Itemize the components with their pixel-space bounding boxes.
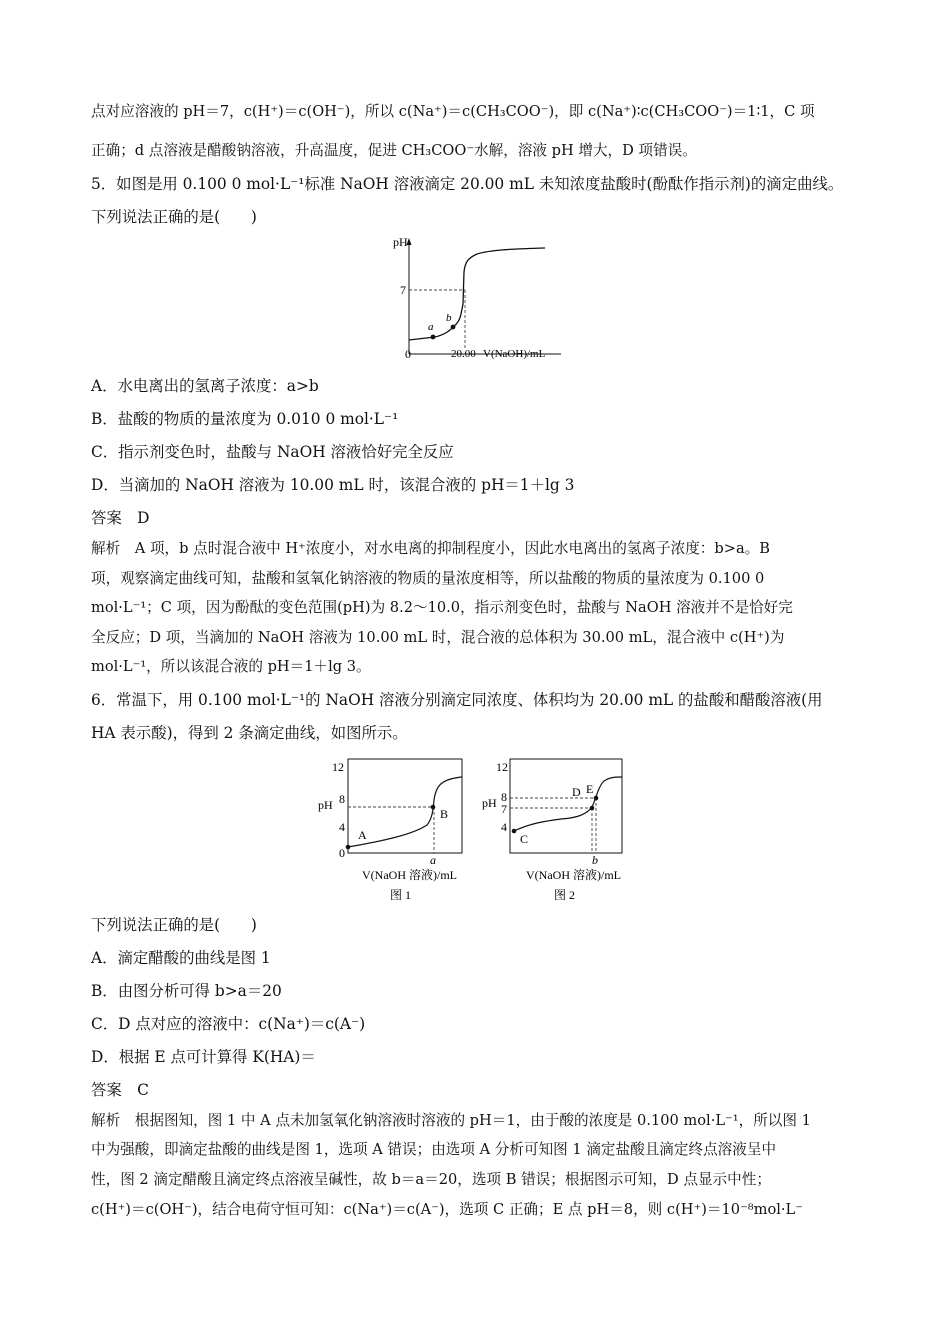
q5-answer: 答案 D xyxy=(91,509,150,527)
fig2-point-D xyxy=(590,806,595,811)
q6-figure-2 xyxy=(476,755,646,905)
fig2-label-E: E xyxy=(586,782,594,796)
fig1-tick-4: 4 xyxy=(339,820,345,834)
q5-analysis: 项，观察滴定曲线可知，盐酸和氢氧化钠溶液的物质的量浓度相等，所以盐酸的物质的量浓度为 0.100 0 xyxy=(91,570,765,587)
fig1-label-B: B xyxy=(440,807,449,821)
q6-option-b: B．由图分析可得 b>a＝20 xyxy=(91,982,282,1000)
q5-option-c: C．指示剂变色时，盐酸与 NaOH 溶液恰好完全反应 xyxy=(91,443,454,461)
point-b xyxy=(451,325,456,330)
label-a: a xyxy=(428,321,434,333)
q6-option-d: D．根据 E 点可计算得 K(HA)＝ xyxy=(91,1048,316,1066)
q6-stem: 6．常温下，用 0.100 mol·L⁻¹的 NaOH 溶液分别滴定同浓度、体积均为 20.00 mL 的盐酸和醋酸溶液(用 xyxy=(91,691,823,709)
text-line: 点对应溶液的 pH＝7，c(H⁺)＝c(OH⁻)，所以 c(Na⁺)＝c(CH₃COO⁻)，即 c(Na⁺)∶c(CH₃COO⁻)＝1∶1，C 项 xyxy=(91,103,815,120)
fig1-point-B xyxy=(431,805,436,810)
fig2-label-C: C xyxy=(520,832,529,846)
q6-option-a: A．滴定醋酸的曲线是图 1 xyxy=(91,949,271,967)
fig2-curve xyxy=(514,777,622,831)
fig2-tick-12: 12 xyxy=(496,760,508,774)
fig2-caption: 图 2 xyxy=(554,888,576,902)
y-tick-7: 7 xyxy=(400,283,406,297)
q5-analysis: mol·L⁻¹；C 项，因为酚酞的变色范围(pH)为 8.2～10.0，指示剂变色时，盐酸与 NaOH 溶液并不是恰好完 xyxy=(91,599,793,616)
text-line: 正确；d 点溶液是醋酸钠溶液，升高温度，促进 CH₃COO⁻水解，溶液 pH 增大，D 项错误。 xyxy=(91,142,697,159)
q6-analysis: 性，图 2 滴定醋酸且滴定终点溶液呈碱性，故 b＝a＝20，选项 B 错误；根据图示可知，D 点显示中性； xyxy=(91,1171,771,1188)
q5-option-a: A．水电离出的氢离子浓度：a>b xyxy=(91,377,319,395)
q5-stem: 5．如图是用 0.100 0 mol·L⁻¹标准 NaOH 溶液滴定 20.00 mL 未知浓度盐酸时(酚酞作指示剂)的滴定曲线。 xyxy=(91,175,844,193)
fig2-x-tick: b xyxy=(592,853,598,867)
fig2-point-E xyxy=(594,796,599,801)
q6-question: 下列说法正确的是( ) xyxy=(91,916,257,934)
fig2-y-label: pH xyxy=(482,796,497,810)
fig1-label-A: A xyxy=(358,828,367,842)
fig1-tick-12: 12 xyxy=(332,760,344,774)
fig2-tick-8: 8 xyxy=(501,790,507,804)
fig2-x-label: V(NaOH 溶液)/mL xyxy=(526,868,621,882)
fig1-x-label: V(NaOH 溶液)/mL xyxy=(362,868,457,882)
origin-label: 0 xyxy=(405,347,411,361)
fig1-x-tick: a xyxy=(430,853,436,867)
x-tick: 20.00 xyxy=(451,348,476,360)
label-b: b xyxy=(446,312,452,324)
q6-stem: HA 表示酸)，得到 2 条滴定曲线，如图所示。 xyxy=(91,724,408,742)
q6-analysis: 中为强酸，即滴定盐酸的曲线是图 1，选项 A 错误；由选项 A 分析可知图 1 滴定盐酸且滴定终点溶液呈中 xyxy=(91,1141,777,1158)
q6-option-c: C．D 点对应的溶液中：c(Na⁺)＝c(A⁻) xyxy=(91,1015,366,1033)
fig1-tick-8: 8 xyxy=(339,792,345,806)
x-label: V(NaOH)/mL xyxy=(483,348,546,360)
point-a xyxy=(431,335,436,340)
fig1-point-A xyxy=(346,845,351,850)
q5-stem: 下列说法正确的是( ) xyxy=(91,208,257,226)
q5-option-b: B．盐酸的物质的量浓度为 0.010 0 mol·L⁻¹ xyxy=(91,410,399,428)
fig1-y-label: pH xyxy=(318,798,333,812)
fig2-tick-4: 4 xyxy=(501,820,507,834)
y-label: pH xyxy=(393,235,408,249)
q6-analysis: c(H⁺)＝c(OH⁻)，结合电荷守恒可知：c(Na⁺)＝c(A⁻)，选项 C 正确；E 点 pH＝8，则 c(H⁺)＝10⁻⁸mol·L⁻ xyxy=(91,1201,803,1218)
fig2-point-C xyxy=(512,829,517,834)
q6-figure-1 xyxy=(312,755,472,905)
q5-analysis: 全反应；D 项，当滴加的 NaOH 溶液为 10.00 mL 时，混合液的总体积为 30.00 mL，混合液中 c(H⁺)为 xyxy=(91,629,785,646)
q5-analysis: mol·L⁻¹，所以该混合液的 pH＝1＋lg 3。 xyxy=(91,658,371,675)
fig2-tick-7: 7 xyxy=(501,802,507,816)
q6-answer: 答案 C xyxy=(91,1081,149,1099)
q6-analysis: 解析 根据图知，图 1 中 A 点未加氢氧化钠溶液时溶液的 pH＝1，由于酸的浓度是 0.100 mol·L⁻¹，所以图 1 xyxy=(91,1112,811,1129)
fig1-tick-0: 0 xyxy=(339,846,345,860)
q5-titration-figure xyxy=(385,232,565,364)
fig2-label-D: D xyxy=(572,785,581,799)
fig1-caption: 图 1 xyxy=(390,888,412,902)
q5-analysis: 解析 A 项，b 点时混合液中 H⁺浓度小，对水电离的抑制程度小，因此水电离出的氢离子浓度：b>a。B xyxy=(91,540,770,557)
q5-option-d: D．当滴加的 NaOH 溶液为 10.00 mL 时，该混合液的 pH＝1＋lg 3 xyxy=(91,476,575,494)
